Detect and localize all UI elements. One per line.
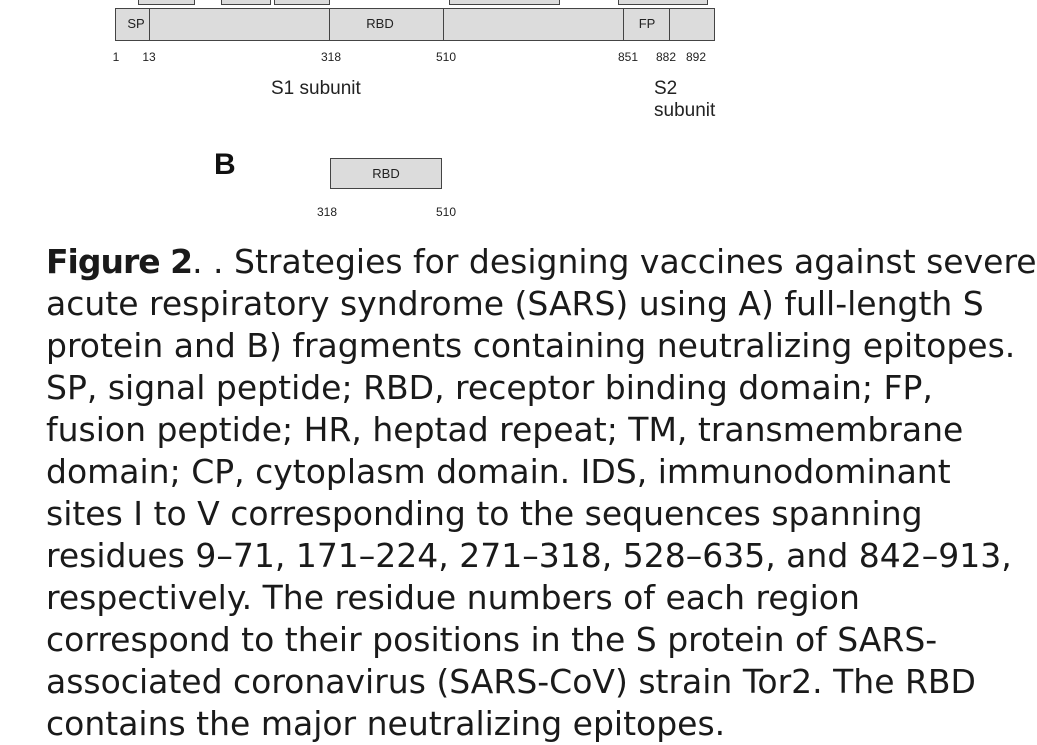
- segment-divider: [329, 8, 330, 41]
- residue-position: 1: [112, 50, 120, 64]
- s-protein-bar: [115, 8, 715, 41]
- segment-label-fp: FP: [638, 16, 656, 31]
- ids-box: [138, 0, 195, 5]
- caption-line: respectively. The residue numbers of each region: [46, 578, 860, 617]
- ids-box: [221, 0, 271, 5]
- figure-a-diagram: [0, 0, 716, 121]
- figure-caption: [46, 241, 1037, 745]
- segment-divider: [149, 8, 150, 41]
- segment-label-rbd: RBD: [366, 16, 394, 31]
- residue-position: 882: [655, 50, 677, 64]
- s1-subunit-label: S1 subunit: [271, 78, 361, 99]
- caption-line: contains the major neutralizing epitopes.: [46, 704, 726, 743]
- caption-line: fusion peptide; HR, heptad repeat; TM, transmembrane: [46, 410, 964, 449]
- residue-position: 510: [435, 205, 457, 219]
- segment-divider: [623, 8, 624, 41]
- caption-line: [46, 241, 1037, 283]
- rbd-fragment-box: [330, 158, 442, 189]
- residue-position: 892: [685, 50, 707, 64]
- ids-box: [449, 0, 560, 5]
- caption-line: associated coronavirus (SARS-CoV) strain Tor2. The RBD: [46, 662, 976, 701]
- residue-position: 851: [617, 50, 639, 64]
- caption-line: sites I to V corresponding to the sequences spanning: [46, 494, 923, 533]
- caption-line: acute respiratory syndrome (SARS) using A) full-length S: [46, 284, 984, 323]
- ids-box: [274, 0, 330, 5]
- s2-subunit-label: S2 subunit: [654, 78, 716, 121]
- caption-line: domain; CP, cytoplasm domain. IDS, immunodominant: [46, 452, 951, 491]
- caption-line: SP, signal peptide; RBD, receptor binding domain; FP,: [46, 368, 933, 407]
- caption-line: protein and B) fragments containing neutralizing epitopes.: [46, 326, 1016, 365]
- segment-divider: [669, 8, 670, 41]
- segment-label-sp: SP: [127, 16, 145, 31]
- residue-position: 318: [320, 50, 342, 64]
- rbd-fragment-label: RBD: [372, 166, 400, 181]
- caption-text: . . Strategies for designing vaccines against severe: [192, 242, 1037, 281]
- ids-box: [618, 0, 708, 5]
- residue-position: 510: [435, 50, 457, 64]
- residue-position: 318: [316, 205, 338, 219]
- caption-line: correspond to their positions in the S protein of SARS-: [46, 620, 938, 659]
- caption-line: residues 9–71, 171–224, 271–318, 528–635, and 842–913,: [46, 536, 1012, 575]
- residue-position: 13: [142, 50, 156, 64]
- segment-divider: [443, 8, 444, 41]
- panel-label-b: B: [214, 148, 236, 181]
- figure-label: Figure 2: [46, 242, 193, 281]
